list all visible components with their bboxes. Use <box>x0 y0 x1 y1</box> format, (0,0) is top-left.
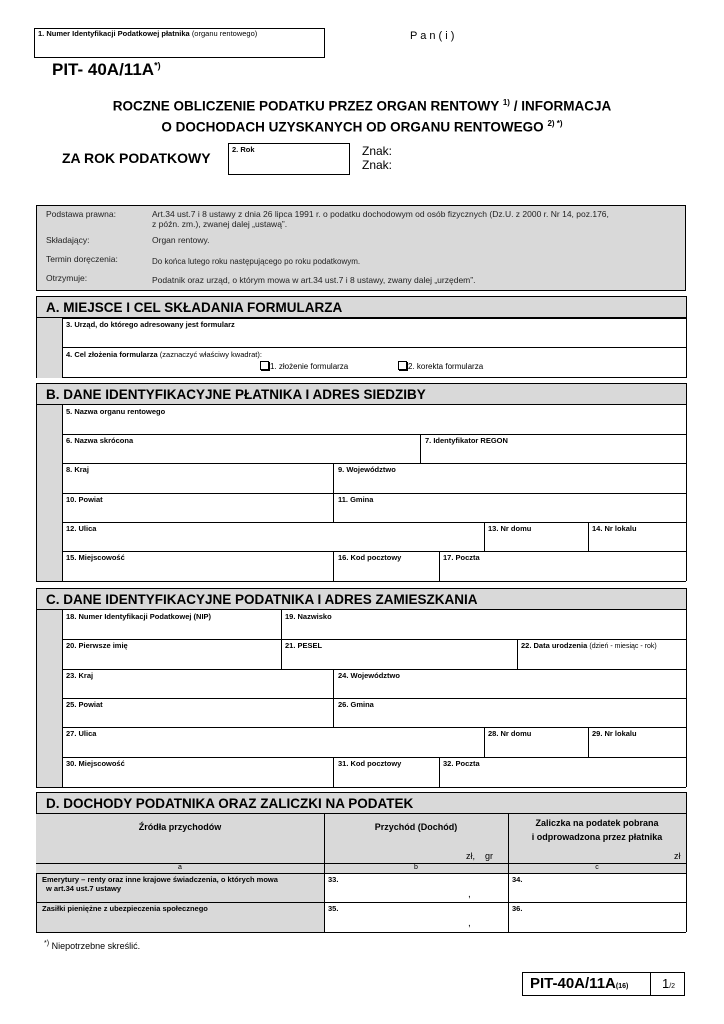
section-c-right-border <box>686 588 687 787</box>
row1-label-line1: Emerytury – renty oraz inne krajowe świadczenia, o których mowa <box>42 875 278 884</box>
purpose-option-submit[interactable] <box>260 361 348 371</box>
footer-pages: /2 <box>669 983 676 990</box>
taxpayer-street-field[interactable] <box>63 728 483 757</box>
col-c-letter: c <box>595 864 599 871</box>
tax-year-field-label: 2. Rok <box>232 145 255 154</box>
f36-label: 36. <box>512 904 523 913</box>
f23-label: 23. Kraj <box>66 671 94 680</box>
advance-field-34[interactable] <box>509 874 686 902</box>
termin-text: Do końca lutego roku następującego po roku podatkowym. <box>152 257 361 266</box>
section-a-right-border <box>686 296 687 378</box>
footer-page-number <box>662 976 675 991</box>
f21-label: 21. PESEL <box>285 641 323 650</box>
f22-label-note: (dzień - miesiąc - rok) <box>589 643 657 650</box>
form-code <box>52 60 161 80</box>
znak-label-2: Znak: <box>362 158 393 172</box>
f30-label: 30. Miejscowość <box>66 759 125 768</box>
otrzymuje-text: Podatnik oraz urząd, o którym mowa w art.34 ust.7 i 8 ustawy, zwany dalej „urzędem”. <box>152 275 476 285</box>
row1-label-line2: w art.34 ust.7 ustawy <box>46 884 122 893</box>
podstawa-text-1: Art.34 ust.7 i 8 ustawy z dnia 26 lipca 1991 r. o podatku dochodowym od osób fizycznych (Dz.U. z 2000 r. Nr 14, poz.176, <box>152 209 609 219</box>
taxpayer-county-field[interactable] <box>63 699 332 727</box>
footnote-text: Niepotrzebne skreślić. <box>51 941 141 951</box>
section-b-right-border <box>686 383 687 581</box>
f25-label: 25. Powiat <box>66 700 103 709</box>
section-d-right-border <box>686 792 687 932</box>
f6-label: 6. Nazwa skrócona <box>66 436 134 445</box>
taxpayer-surname-field[interactable] <box>282 611 685 639</box>
footer-page: 1 <box>662 976 670 991</box>
skladajacy-label: Składający: <box>46 235 90 245</box>
footer-code-text: PIT-40A/11A <box>530 975 616 992</box>
otrzymuje-label: Otrzymuje: <box>46 273 88 283</box>
col-b-letter: b <box>414 864 418 871</box>
payer-municipality-field[interactable] <box>334 494 685 522</box>
purpose-field-label <box>66 350 262 359</box>
payer-country-field[interactable] <box>63 464 332 493</box>
f31-label: 31. Kod pocztowy <box>338 759 402 768</box>
termin-label: Termin doręczenia: <box>46 254 118 264</box>
podstawa-text-2: z późn. zm.), zwanej dalej „ustawą”. <box>152 219 288 229</box>
f11-label: 11. Gmina <box>338 495 374 504</box>
nip-payer-label <box>38 29 257 38</box>
section-a-margin <box>36 318 62 378</box>
f9-label: 9. Województwo <box>338 465 396 474</box>
row2-label: Zasiłki pieniężne z ubezpieczenia społecznego <box>42 904 208 913</box>
form-code-sup: *) <box>154 60 161 71</box>
f19-label: 19. Nazwisko <box>285 612 332 621</box>
skladajacy-text: Organ rentowy. <box>152 235 210 245</box>
f22-label-text: 22. Data urodzenia <box>521 641 588 650</box>
footer-form-code <box>530 975 628 992</box>
f7-label: 7. Identyfikator REGON <box>425 436 508 445</box>
section-d-title: D. DOCHODY PODATNIKA ORAZ ZALICZKI NA PODATEK <box>36 792 686 814</box>
col-b-units: zł, gr <box>466 851 494 861</box>
f5-label: 5. Nazwa organu rentowego <box>66 407 166 416</box>
podstawa-label: Podstawa prawna: <box>46 209 116 219</box>
f32-label: 32. Poczta <box>443 759 480 768</box>
f35-label: 35. <box>328 904 339 913</box>
info-block-inner <box>36 205 686 291</box>
income-field-35[interactable] <box>325 903 508 932</box>
footnote-sup: *) <box>44 940 50 947</box>
col-a-letter: a <box>178 864 182 871</box>
purpose-label-note: (zaznaczyć właściwy kwadrat): <box>159 350 262 359</box>
footer-code-version: (16) <box>615 983 629 990</box>
nip-payer-label-note: (organu rentowego) <box>191 29 258 38</box>
f8-label: 8. Kraj <box>66 465 89 474</box>
f34-label: 34. <box>512 875 523 884</box>
section-a-left-border <box>36 296 37 378</box>
section-a-title: A. MIEJSCE I CEL SKŁADANIA FORMULARZA <box>36 296 686 318</box>
f33-label: 33. <box>328 875 339 884</box>
znak-label-1: Znak: <box>362 144 393 158</box>
checkbox-submit[interactable] <box>260 361 269 370</box>
f22-label <box>521 641 657 650</box>
advance-field-36[interactable] <box>509 903 686 932</box>
taxpayer-municipality-field[interactable] <box>334 699 685 727</box>
f13-label: 13. Nr domu <box>488 524 532 533</box>
nip-payer-label-text: 1. Numer Identyfikacji Podatkowej płatnika <box>38 29 190 38</box>
taxpayer-country-field[interactable] <box>63 670 332 698</box>
b-line-6 <box>36 581 686 582</box>
row1-label <box>42 875 278 893</box>
f17-label: 17. Poczta <box>443 553 480 562</box>
f24-label: 24. Województwo <box>338 671 400 680</box>
f27-label: 27. Ulica <box>66 729 97 738</box>
checkbox-correction[interactable] <box>398 361 407 370</box>
pani-label: P a n ( i ) <box>410 30 455 42</box>
tax-year-label: ZA ROK PODATKOWY <box>62 150 211 166</box>
section-c-title: C. DANE IDENTYFIKACYJNE PODATNIKA I ADRES ZAMIESZKANIA <box>36 588 686 610</box>
income-field-33[interactable] <box>325 874 508 902</box>
title-line1-rest: / INFORMACJA <box>513 98 612 114</box>
f35-comma: , <box>468 918 471 929</box>
form-title <box>0 94 724 135</box>
office-field-label: 3. Urząd, do którego adresowany jest formularz <box>66 320 235 329</box>
f10-label: 10. Powiat <box>66 495 103 504</box>
footnote <box>44 940 140 951</box>
section-b-left-border <box>36 383 37 581</box>
title-line1-sup: 1) <box>502 98 510 107</box>
f33-comma: , <box>468 889 471 900</box>
col-c-units: zł <box>674 851 681 861</box>
form-title-line2 <box>0 115 724 136</box>
section-c-margin <box>36 610 62 787</box>
title-line2-sup: 2) *) <box>547 118 563 128</box>
form-title-line1 <box>0 94 724 115</box>
payer-street-field[interactable] <box>63 523 483 551</box>
col-c-header-1: Zaliczka na podatek pobrana <box>535 818 659 828</box>
f20-label: 20. Pierwsze imię <box>66 641 128 650</box>
f12-label: 12. Ulica <box>66 524 97 533</box>
title-line1-text: ROCZNE OBLICZENIE PODATKU PRZEZ ORGAN RENTOWY <box>112 98 500 114</box>
f26-label: 26. Gmina <box>338 700 374 709</box>
title-line2-text: O DOCHODACH UZYSKANYCH OD ORGANU RENTOWEGO <box>161 119 544 134</box>
col-b-header: Przychód (Dochód) <box>374 822 458 832</box>
col-c-header-2: i odprowadzona przez płatnika <box>531 832 663 842</box>
purpose-option-correction[interactable] <box>398 361 483 371</box>
col-a-header: Źródła przychodów <box>138 822 222 832</box>
option-correction-label: 2. korekta formularza <box>408 362 484 371</box>
c-line-6 <box>36 787 686 788</box>
f16-label: 16. Kod pocztowy <box>338 553 402 562</box>
f15-label: 15. Miejscowość <box>66 553 125 562</box>
purpose-label-text: 4. Cel złożenia formularza <box>66 350 158 359</box>
f18-label: 18. Numer Identyfikacji Podatkowej (NIP) <box>66 612 212 621</box>
form-code-text: PIT- 40A/11A <box>52 60 155 79</box>
f29-label: 29. Nr lokalu <box>592 729 637 738</box>
option-submit-label: 1. złożenie formularza <box>270 362 349 371</box>
d-line-row2-bottom <box>36 932 686 933</box>
f14-label: 14. Nr lokalu <box>592 524 637 533</box>
section-b-title: B. DANE IDENTYFIKACYJNE PŁATNIKA I ADRES SIEDZIBY <box>36 383 686 405</box>
f28-label: 28. Nr domu <box>488 729 532 738</box>
footer-code-separator <box>650 972 651 996</box>
payer-county-field[interactable] <box>63 494 332 522</box>
section-b-margin <box>36 405 62 581</box>
section-c-left-border <box>36 588 37 787</box>
